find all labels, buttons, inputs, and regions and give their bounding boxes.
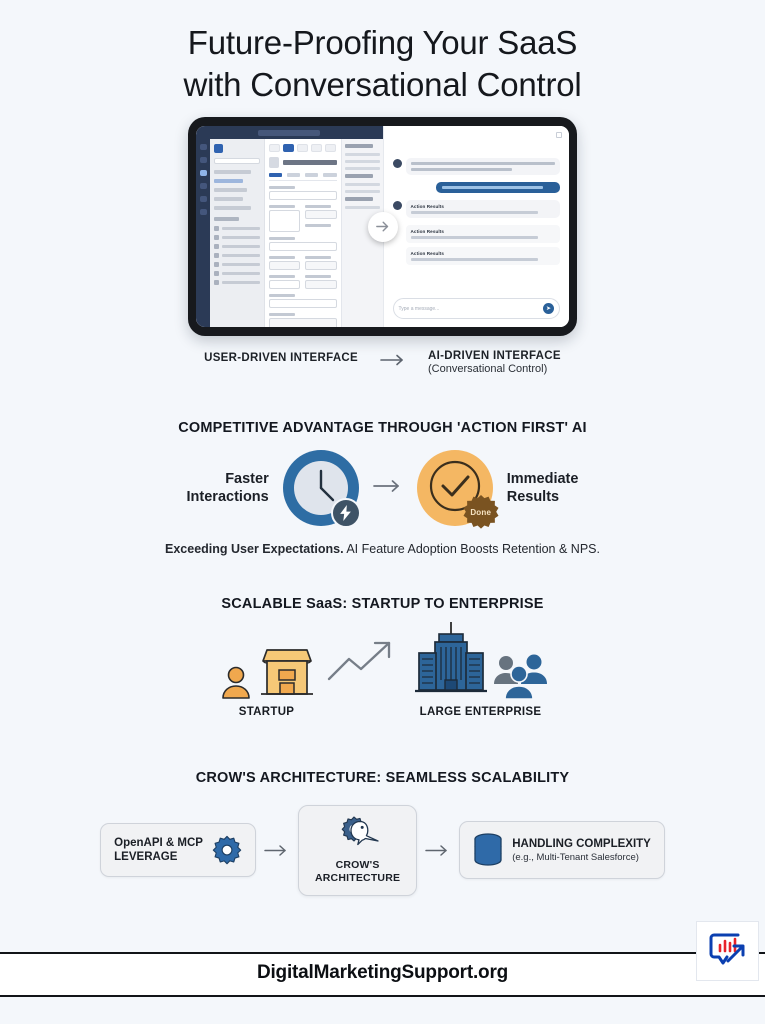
nav-item-icon	[214, 253, 219, 258]
nav-list-item	[214, 235, 260, 240]
bubble-text-line	[411, 162, 556, 165]
aside-line	[345, 160, 380, 163]
arrow-right-icon	[374, 218, 391, 235]
action-result-title: Action Results	[410, 229, 445, 234]
action-result-subtext	[411, 211, 538, 214]
enterprise-cell	[415, 628, 547, 718]
nav-item	[214, 170, 251, 174]
startup-cell	[219, 628, 315, 718]
nav-list-item	[214, 262, 260, 267]
nav-item	[214, 197, 243, 201]
scalable-heading: SCALABLE SaaS: STARTUP TO ENTERPRISE	[221, 596, 544, 612]
nav-list-item	[214, 280, 260, 285]
aside-line	[345, 153, 380, 156]
rail-icon	[200, 183, 207, 189]
form-select	[269, 261, 300, 270]
office-building-icon	[415, 622, 487, 700]
interface-caption-row	[0, 350, 765, 375]
action-result-title: Action Results	[410, 204, 445, 209]
architecture-heading: CROW'S ARCHITECTURE: SEAMLESS SCALABILITY	[195, 770, 570, 786]
action-result-card	[406, 200, 561, 218]
growth-arrow-icon	[327, 639, 403, 718]
bot-avatar	[393, 201, 402, 210]
app-topbar	[196, 126, 383, 139]
competitive-advantage-row	[0, 450, 765, 526]
field-label	[269, 205, 295, 208]
handling-complexity-line1: HANDLING COMPLEXITY	[512, 838, 651, 851]
aside-heading	[345, 174, 373, 178]
record-subtab	[287, 173, 300, 177]
aside-heading	[345, 144, 373, 148]
nav-item-text	[222, 236, 260, 239]
caption-ai-driven	[428, 350, 561, 375]
immediate-results-line1: Immediate	[506, 470, 579, 487]
chat-input-bar[interactable]	[393, 298, 561, 319]
footer-rule-bottom	[0, 995, 765, 997]
rail-icon	[200, 157, 207, 163]
ai-driven-interface-pane	[383, 126, 570, 327]
app-tab-row	[269, 144, 337, 152]
nav-list-item	[214, 226, 260, 231]
openapi-mcp-text	[114, 836, 203, 865]
crow-line2: ARCHITECTURE	[314, 871, 401, 884]
architecture-flow-row	[0, 805, 765, 896]
caption-ai-subtitle: (Conversational Control)	[428, 363, 548, 375]
form-text-input	[269, 280, 300, 289]
nav-item-icon	[214, 262, 219, 267]
tablet-screen	[196, 126, 569, 327]
nav-item-icon	[214, 235, 219, 240]
footer-rule-top	[0, 952, 765, 954]
app-tab-active	[283, 144, 294, 152]
action-results-group	[406, 225, 561, 265]
tablet-device-mockup	[188, 117, 577, 336]
interface-swap-indicator	[368, 212, 398, 242]
rail-icon	[200, 209, 207, 215]
nav-item-selected	[214, 179, 243, 183]
gear-icon	[212, 835, 242, 865]
field-label	[269, 275, 295, 278]
record-header	[269, 157, 337, 168]
database-icon	[473, 833, 503, 867]
nav-list-item	[214, 271, 260, 276]
chart-speech-bubble-logo	[706, 929, 750, 973]
caption-ai-title: AI-DRIVEN INTERFACE	[428, 350, 561, 362]
field-label	[305, 205, 331, 208]
record-subtab-active	[269, 173, 282, 177]
nav-item	[214, 188, 247, 192]
crow-line1: CROW'S	[335, 859, 380, 871]
form-select	[305, 210, 336, 219]
aside-line	[345, 167, 380, 170]
person-icon	[219, 656, 253, 700]
record-icon	[269, 157, 279, 168]
nav-list-item	[214, 253, 260, 258]
openapi-mcp-box	[100, 823, 256, 877]
app-sidebar-nav	[210, 139, 265, 327]
bolt-glyph	[339, 505, 352, 521]
nav-item-text	[222, 272, 260, 275]
app-body	[196, 139, 383, 327]
aside-line	[345, 190, 380, 193]
openapi-mcp-line1: OpenAPI & MCP	[114, 836, 203, 849]
lightning-bolt-icon	[331, 498, 361, 528]
nav-list-item	[214, 244, 260, 249]
rail-icon	[200, 196, 207, 202]
competitive-arrow	[373, 479, 403, 498]
nav-item-icon	[214, 280, 219, 285]
bubble-text-line	[442, 186, 543, 189]
faster-interactions-line2: Interactions	[186, 489, 269, 505]
nav-item-text	[222, 245, 260, 248]
handling-complexity-box	[459, 821, 665, 879]
immediate-results-line2: Results	[506, 489, 560, 505]
app-tab	[297, 144, 308, 152]
form-row	[269, 275, 337, 294]
action-result-subtext	[411, 258, 538, 261]
chat-message-list	[393, 136, 561, 298]
nav-item-text	[222, 254, 260, 257]
page-title-line2: with Conversational Control	[183, 66, 582, 104]
field-label	[305, 275, 331, 278]
nav-item-text	[222, 281, 260, 284]
app-search-bar	[258, 130, 320, 136]
arrow-right-icon	[425, 844, 451, 857]
app-tab	[269, 144, 280, 152]
bot-bubble	[406, 158, 561, 175]
field-label	[305, 224, 331, 227]
scalability-row	[0, 628, 765, 718]
chat-bot-message	[393, 158, 561, 175]
form-text-input	[269, 299, 337, 308]
field-label	[269, 294, 295, 297]
record-subtabs	[269, 173, 337, 181]
field-label	[305, 256, 331, 259]
rail-icon-active	[200, 170, 207, 176]
clock-icon	[283, 450, 359, 526]
enterprise-icons	[415, 628, 547, 700]
form-text-input	[269, 242, 337, 251]
form-select	[305, 261, 336, 270]
chat-user-message	[436, 182, 560, 193]
enterprise-label: LARGE ENTERPRISE	[419, 706, 542, 718]
handling-complexity-text	[512, 837, 651, 863]
brand-logo	[696, 921, 759, 981]
form-text-input	[269, 191, 337, 200]
handling-complexity-line2: (e.g., Multi-Tenant Salesforce)	[512, 851, 639, 863]
crow-gear-icon	[336, 815, 380, 855]
chat-bot-message	[393, 200, 561, 218]
startup-icons	[219, 628, 315, 700]
form-select	[305, 280, 336, 289]
nav-item-icon	[214, 271, 219, 276]
field-label	[269, 313, 295, 316]
done-badge	[463, 494, 499, 530]
record-title	[283, 160, 336, 165]
app-main-form	[265, 139, 341, 327]
form-row	[269, 205, 337, 237]
people-group-icon	[493, 650, 547, 700]
bubble-text-line	[411, 168, 512, 171]
storefront-icon	[259, 642, 315, 700]
action-result-title: Action Results	[410, 251, 445, 256]
aside-line	[345, 183, 380, 186]
aside-heading	[345, 197, 373, 201]
record-subtab	[305, 173, 318, 177]
nav-group-label	[214, 217, 239, 221]
bot-avatar	[393, 159, 402, 168]
app-logo	[214, 144, 223, 153]
field-label	[269, 237, 295, 240]
openapi-mcp-line2: LEVERAGE	[114, 851, 178, 864]
immediate-results-label	[507, 470, 579, 506]
caption-user-driven: USER-DRIVEN INTERFACE	[204, 352, 359, 364]
field-label	[269, 256, 295, 259]
app-icon-rail	[196, 139, 210, 327]
crow-architecture-label	[315, 859, 400, 885]
faster-interactions-line1: Faster	[225, 470, 269, 487]
app-tab	[311, 144, 322, 152]
action-result-card	[406, 225, 561, 243]
action-result-card	[406, 247, 561, 265]
nav-item-text	[222, 263, 260, 266]
rail-icon	[200, 144, 207, 150]
tagline-bold: Exceeding User Expectations.	[165, 542, 344, 556]
page-title-line1: Future-Proofing Your SaaS	[187, 24, 578, 61]
rich-text-toolbar	[269, 318, 337, 327]
startup-label: STARTUP	[238, 706, 295, 718]
field-label	[269, 186, 295, 189]
send-icon[interactable]: ➤	[543, 303, 554, 314]
arrow-right-icon	[264, 844, 290, 857]
arrow-right-icon	[373, 479, 403, 493]
check-circle-icon	[417, 450, 493, 526]
tagline-rest: AI Feature Adoption Boosts Retention & NPS.	[343, 542, 600, 556]
form-textarea	[269, 210, 300, 232]
chat-input-placeholder: Type a message...	[398, 305, 440, 312]
crow-architecture-box	[298, 805, 417, 896]
page-title	[0, 22, 765, 106]
competitive-tagline	[0, 542, 765, 556]
growth-arrow-glyph	[327, 639, 403, 685]
nav-item-icon	[214, 244, 219, 249]
nav-item-text	[222, 227, 260, 230]
record-subtab	[323, 173, 336, 177]
done-badge-label: Done	[470, 507, 492, 517]
footer-site-name: DigitalMarketingSupport.org	[256, 962, 509, 983]
close-icon[interactable]	[556, 132, 562, 138]
faster-interactions-label	[187, 470, 269, 506]
action-result-subtext	[411, 236, 538, 239]
caption-arrow	[380, 350, 406, 371]
form-row	[269, 256, 337, 275]
aside-line	[345, 206, 380, 209]
user-driven-interface-pane	[196, 126, 383, 327]
competitive-heading: COMPETITIVE ADVANTAGE THROUGH 'ACTION FIRST' AI	[178, 420, 587, 436]
app-tab	[325, 144, 336, 152]
nav-item-icon	[214, 226, 219, 231]
arrow-right-icon	[380, 354, 406, 366]
sidebar-search-input	[214, 158, 260, 164]
nav-item	[214, 206, 251, 210]
